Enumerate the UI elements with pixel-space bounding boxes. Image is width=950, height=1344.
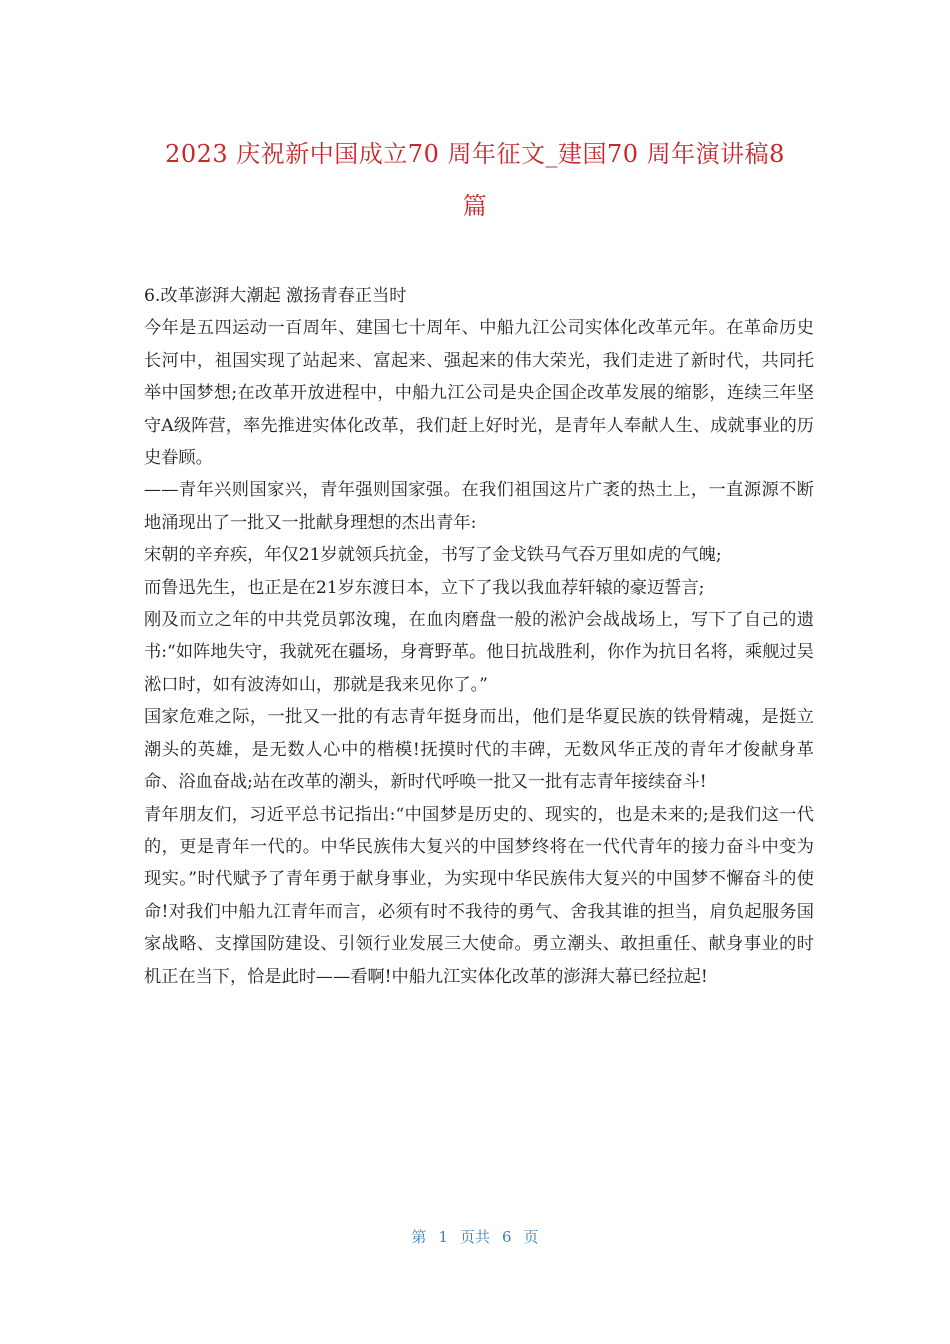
paragraph: 国家危难之际，一批又一批的有志青年挺身而出，他们是华夏民族的铁骨精魂，是挺立潮头的英雄，是无数人心中的楷模!抚摸时代的丰碑，无数风华正茂的青年才俊献身革命、浴血奋战;站在改革的潮头，新时代呼唤一批又一批有志青年接续奋斗! [144, 707, 814, 793]
title-line-1: 2023 庆祝新中国成立70 周年征文_建国70 周年演讲稿8 [165, 140, 785, 168]
paragraph: 今年是五四运动一百周年、建国七十周年、中船九江公司实体化改革元年。在革命历史长河中，祖国实现了站起来、富起来、强起来的伟大荣光，我们走进了新时代，共同托举中国梦想;在改革开放进程中，中船九江公司是央企国企改革发展的缩影，连续三年坚守A级阵营，率先推进实体化改革，我们赶上好时光，是青年人奉献人生、成就事业的历史眷顾。 [144, 318, 814, 469]
page-footer [0, 1226, 950, 1247]
footer-middle: 页共 [459, 1228, 490, 1246]
title-line-2: 篇 [462, 192, 488, 220]
footer-prefix: 第 [411, 1228, 427, 1246]
section-heading: 6.改革澎湃大潮起 激扬青春正当时 [144, 286, 407, 306]
page-number: 1 [438, 1228, 448, 1246]
footer-suffix: 页 [523, 1228, 539, 1246]
document-title [130, 128, 820, 232]
page-total: 6 [502, 1228, 512, 1246]
paragraph: 而鲁迅先生，也正是在21岁东渡日本，立下了我以我血荐轩辕的豪迈誓言; [144, 577, 705, 598]
document-body [144, 280, 814, 993]
paragraph: 宋朝的辛弃疾，年仅21岁就领兵抗金，书写了金戈铁马气吞万里如虎的气魄; [144, 545, 722, 566]
paragraph: 青年朋友们，习近平总书记指出:“中国梦是历史的、现实的，也是未来的;是我们这一代的，更是青年一代的。中华民族伟大复兴的中国梦终将在一代代青年的接力奋斗中变为现实。”时代赋予了青年勇于献身事业，为实现中华民族伟大复兴的中国梦不懈奋斗的使命!对我们中船九江青年而言，必须有时不我待的勇气、舍我其谁的担当，肩负起服务国家战略、支撑国防建设、引领行业发展三大使命。勇立潮头、敢担重任、献身事业的时机正在当下，恰是此时——看啊!中船九江实体化改革的澎湃大幕已经拉起! [144, 804, 814, 987]
paragraph: 刚及而立之年的中共党员郭汝瑰，在血肉磨盘一般的淞沪会战战场上，写下了自己的遗书:“如阵地失守，我就死在疆场，身膏野革。他日抗战胜利，你作为抗日名将，乘舰过吴淞口时，如有波涛如山，那就是我来见你了。” [144, 610, 814, 695]
paragraph: ——青年兴则国家兴，青年强则国家强。在我们祖国这片广袤的热土上，一直源源不断地涌现出了一批又一批献身理想的杰出青年: [144, 480, 814, 533]
